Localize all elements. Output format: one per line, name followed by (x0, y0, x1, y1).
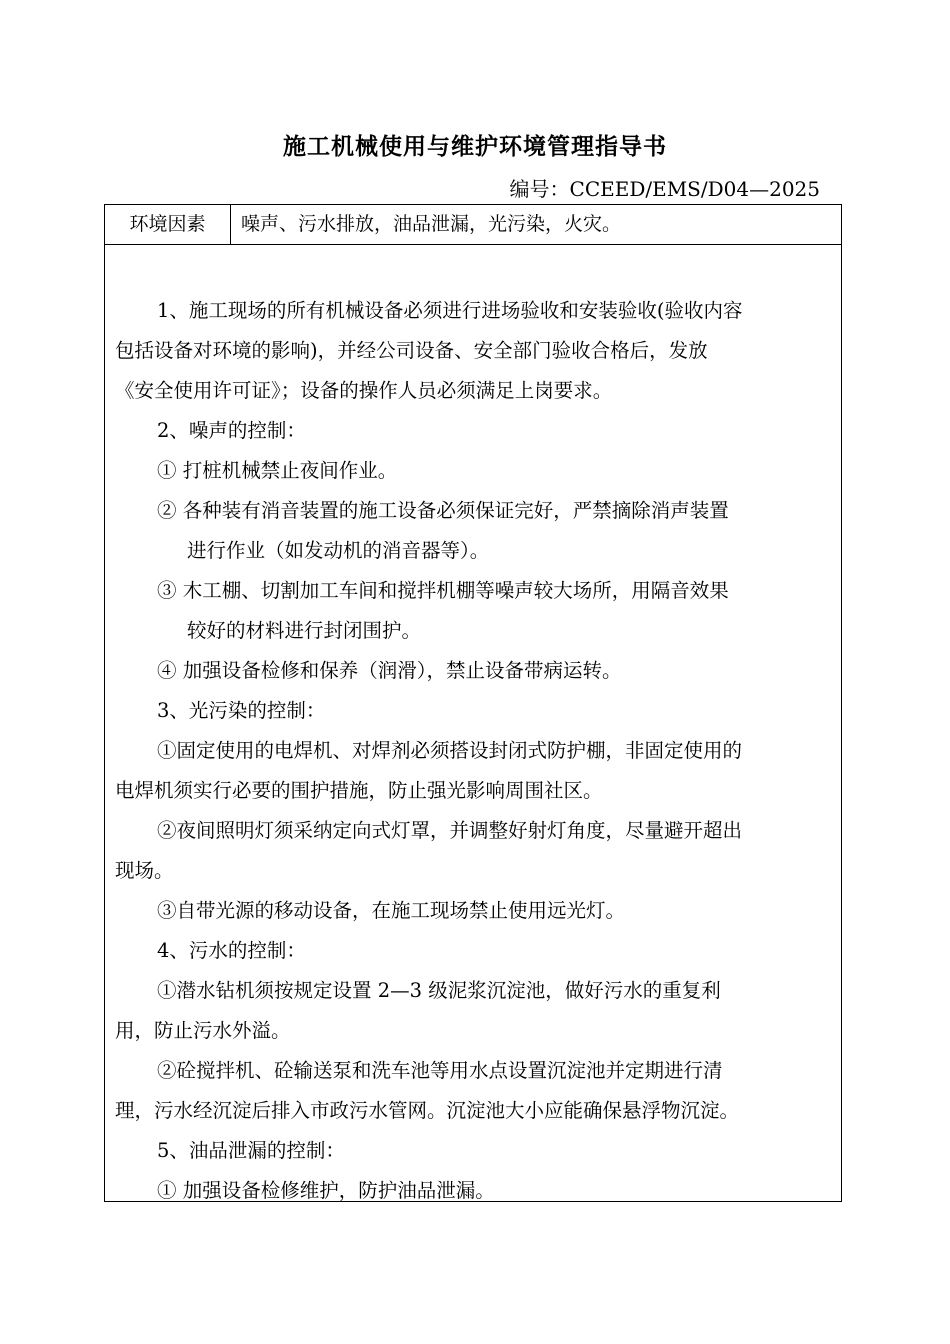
content-line: 现场。 (115, 859, 174, 882)
content-line: 5、油品泄漏的控制： (157, 1139, 345, 1162)
content-line: 4、污水的控制： (157, 939, 306, 962)
content-line: 《安全使用许可证》；设备的操作人员必须满足上岗要求。 (115, 379, 613, 402)
instruction-table (104, 204, 842, 1202)
content-line: ① 加强设备检修维护，防护油品泄漏。 (157, 1179, 495, 1202)
content-line: 用，防止污水外溢。 (115, 1019, 291, 1042)
content-line: 理，污水经沉淀后排入市政污水管网。沉淀池大小应能确保悬浮物沉淀。 (115, 1099, 740, 1122)
content-line: ①固定使用的电焊机、对焊剂必须搭设封闭式防护棚，非固定使用的 (157, 739, 743, 762)
content-line: ①潜水钻机须按规定设置 2—3 级泥浆沉淀池，做好污水的重复利 (157, 979, 721, 1002)
content-line: ③ 木工棚、切割加工车间和搅拌机棚等噪声较大场所，用隔音效果 (157, 579, 729, 602)
environment-factor-value: 噪声、污水排放，油品泄漏，光污染，火灾。 (241, 213, 622, 235)
content-line: ③自带光源的移动设备，在施工现场禁止使用远光灯。 (157, 899, 626, 922)
content-line: ②砼搅拌机、砼输送泵和洗车池等用水点设置沉淀池并定期进行清 (157, 1059, 723, 1082)
content-line: ② 各种装有消音装置的施工设备必须保证完好，严禁摘除消声装置 (157, 499, 729, 522)
environment-factor-label: 环境因素 (105, 205, 231, 244)
content-line: 包括设备对环境的影响)，并经公司设备、安全部门验收合格后，发放 (115, 339, 708, 362)
content-line: 电焊机须实行必要的围护措施，防止强光影响周围社区。 (115, 779, 603, 802)
content-line: ④ 加强设备检修和保养（润滑），禁止设备带病运转。 (157, 659, 622, 682)
content-line: 较好的材料进行封闭围护。 (187, 619, 422, 642)
content-line: ②夜间照明灯须采纳定向式灯罩，并调整好射灯角度，尽量避开超出 (157, 819, 743, 842)
instruction-content (115, 291, 835, 1211)
content-line: ① 打桩机械禁止夜间作业。 (157, 459, 398, 482)
content-line: 2、噪声的控制： (157, 419, 306, 442)
content-line: 1、施工现场的所有机械设备必须进行进场验收和安装验收(验收内容 (157, 299, 743, 322)
content-line: 3、光污染的控制： (157, 699, 326, 722)
environment-factor-row (105, 205, 841, 245)
document-title: 施工机械使用与维护环境管理指导书 (283, 133, 667, 160)
document-number: 编号：CCEED/EMS/D04—2025 (509, 177, 820, 201)
content-line: 进行作业（如发动机的消音器等）。 (187, 539, 490, 562)
